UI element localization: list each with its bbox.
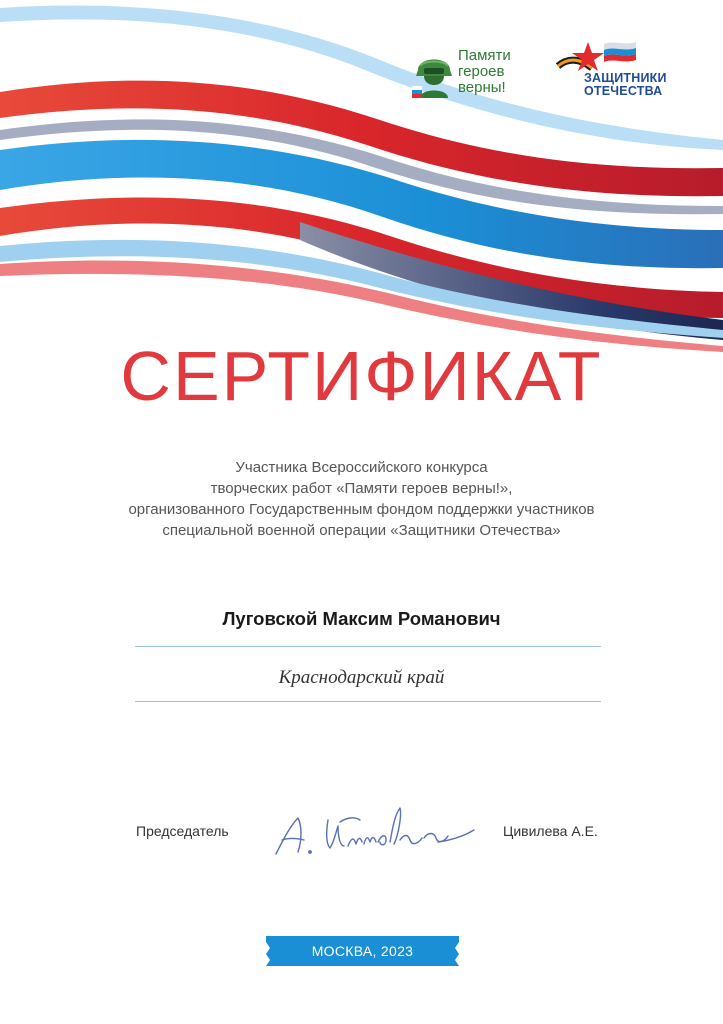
participant-region: Краснодарский край	[278, 667, 445, 688]
star-ribbon-icon	[556, 38, 696, 74]
zaschitniki-logo-line: ЗАЩИТНИКИ	[584, 71, 667, 85]
city-year-label: МОСКВА, 2023	[311, 943, 414, 959]
pamyati-logo	[412, 44, 532, 104]
subtitle-line: специальной военной операции «Защитники Отечества»	[162, 522, 561, 539]
zaschitniki-logo-text	[584, 72, 667, 98]
signatory-name: Цивилева А.Е.	[503, 823, 598, 839]
subtitle-line: творческих работ «Памяти героев верны!»,	[210, 480, 513, 497]
pamyati-logo-line: верны!	[458, 79, 506, 96]
soldier-helmet-icon	[412, 46, 456, 100]
signatory-title: Председатель	[136, 823, 229, 839]
city-year-ribbon	[266, 936, 459, 966]
subtitle-line: Участника Всероссийского конкурса	[235, 459, 488, 476]
handwritten-signature	[268, 796, 478, 866]
subtitle-line: организованного Государственным фондом поддержки участников	[128, 501, 595, 518]
zaschitniki-logo-line: ОТЕЧЕСТВА	[584, 84, 663, 98]
participant-name: Луговской Максим Романович	[222, 608, 501, 629]
divider-line	[135, 701, 601, 702]
certificate-subtitle	[60, 457, 663, 541]
pamyati-logo-text	[458, 48, 511, 96]
divider-line	[135, 646, 601, 647]
certificate-title: СЕРТИФИКАТ	[120, 337, 603, 415]
pamyati-logo-line: Памяти	[458, 47, 511, 64]
pamyati-logo-line: героев	[458, 63, 505, 80]
zaschitniki-logo	[556, 38, 696, 104]
